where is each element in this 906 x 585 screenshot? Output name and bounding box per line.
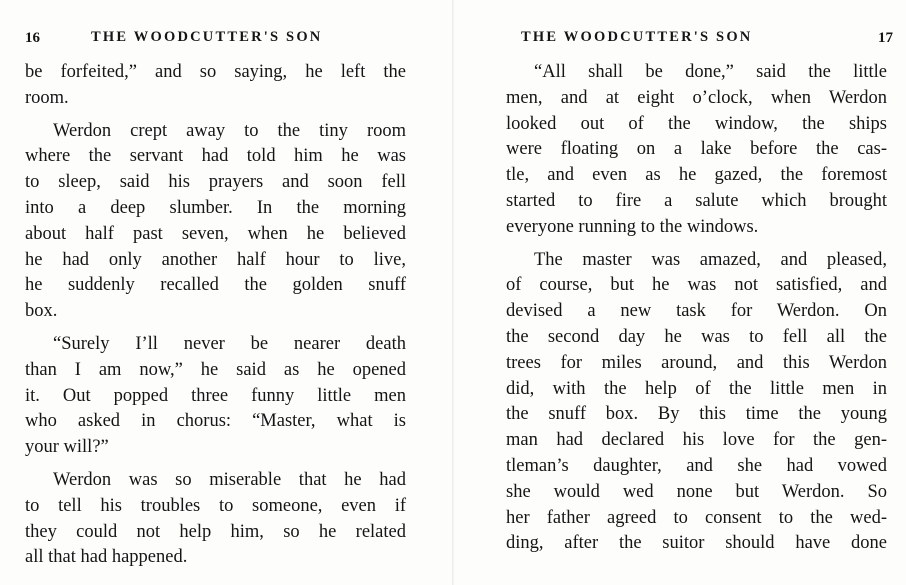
paragraph: [25, 119, 406, 325]
page-number: 16: [25, 30, 40, 46]
text-line: her father agreed to consent to the wed-: [506, 507, 887, 528]
left-page-header: [25, 29, 410, 49]
text-line: tleman’s daughter, and she had vowed: [506, 455, 887, 476]
text-line: it. Out popped three funny little men: [25, 385, 406, 406]
text-line: he suddenly recalled the golden snuff: [25, 275, 406, 296]
paragraph: [25, 468, 406, 571]
text-line: your will?”: [25, 437, 109, 458]
paragraph: [506, 248, 887, 558]
text-line: “Surely I’ll never be nearer death: [53, 333, 406, 354]
paragraph: [25, 60, 406, 112]
text-line: “All shall be done,” said the little: [534, 62, 887, 82]
right-page-body: [506, 60, 887, 564]
text-line: to tell his troubles to someone, even if: [25, 495, 406, 516]
text-line: who asked in chorus: “Master, what is: [25, 411, 406, 432]
text-line: all that had happened.: [25, 547, 188, 568]
text-line: where the servant had told him he was: [25, 146, 406, 167]
text-line: tle, and even as he gazed, the foremost: [506, 165, 887, 186]
text-line: of course, but he was not satisfied, and: [506, 275, 887, 296]
text-line: to sleep, said his prayers and soon fell: [25, 172, 406, 193]
text-line: be forfeited,” and so saying, he left the: [25, 62, 406, 82]
text-line: box.: [25, 301, 58, 322]
text-line: looked out of the window, the ships: [506, 113, 887, 134]
text-line: the snuff box. By this time the young: [506, 404, 887, 425]
text-line: were floating on a lake before the cas-: [506, 139, 887, 160]
page-number: 17: [878, 30, 893, 46]
text-line: about half past seven, when he believed: [25, 223, 406, 244]
text-line: trees for miles around, and this Werdon: [506, 352, 887, 373]
text-line: started to fire a salute which brought: [506, 190, 887, 211]
running-title: THE WOODCUTTER'S SON: [521, 29, 753, 45]
text-line: Werdon was so miserable that he had: [53, 469, 406, 490]
text-line: into a deep slumber. In the morning: [25, 197, 406, 218]
paragraph: [506, 60, 887, 241]
text-line: he had only another half hour to live,: [25, 249, 406, 270]
right-page: [453, 0, 906, 585]
text-line: did, with the help of the little men in: [506, 378, 887, 399]
text-line: devised a new task for Werdon. On: [506, 301, 887, 322]
text-line: man had declared his love for the gen-: [506, 430, 887, 451]
text-line: everyone running to the windows.: [506, 216, 759, 237]
left-page-body: [25, 60, 406, 578]
text-line: ding, after the suitor should have done: [506, 533, 887, 554]
text-line: The master was amazed, and pleased,: [534, 249, 887, 270]
right-page-header: [505, 29, 893, 49]
text-line: room.: [25, 87, 69, 108]
text-line: the second day he was to fell all the: [506, 326, 887, 347]
paragraph: [25, 332, 406, 461]
text-line: Werdon crept away to the tiny room: [53, 120, 406, 141]
text-line: she would wed none but Werdon. So: [506, 481, 887, 502]
running-title: THE WOODCUTTER'S SON: [91, 29, 323, 45]
text-line: than I am now,” he said as he opened: [25, 359, 406, 380]
text-line: they could not help him, so he related: [25, 521, 406, 542]
text-line: men, and at eight o’clock, when Werdon: [506, 87, 887, 108]
